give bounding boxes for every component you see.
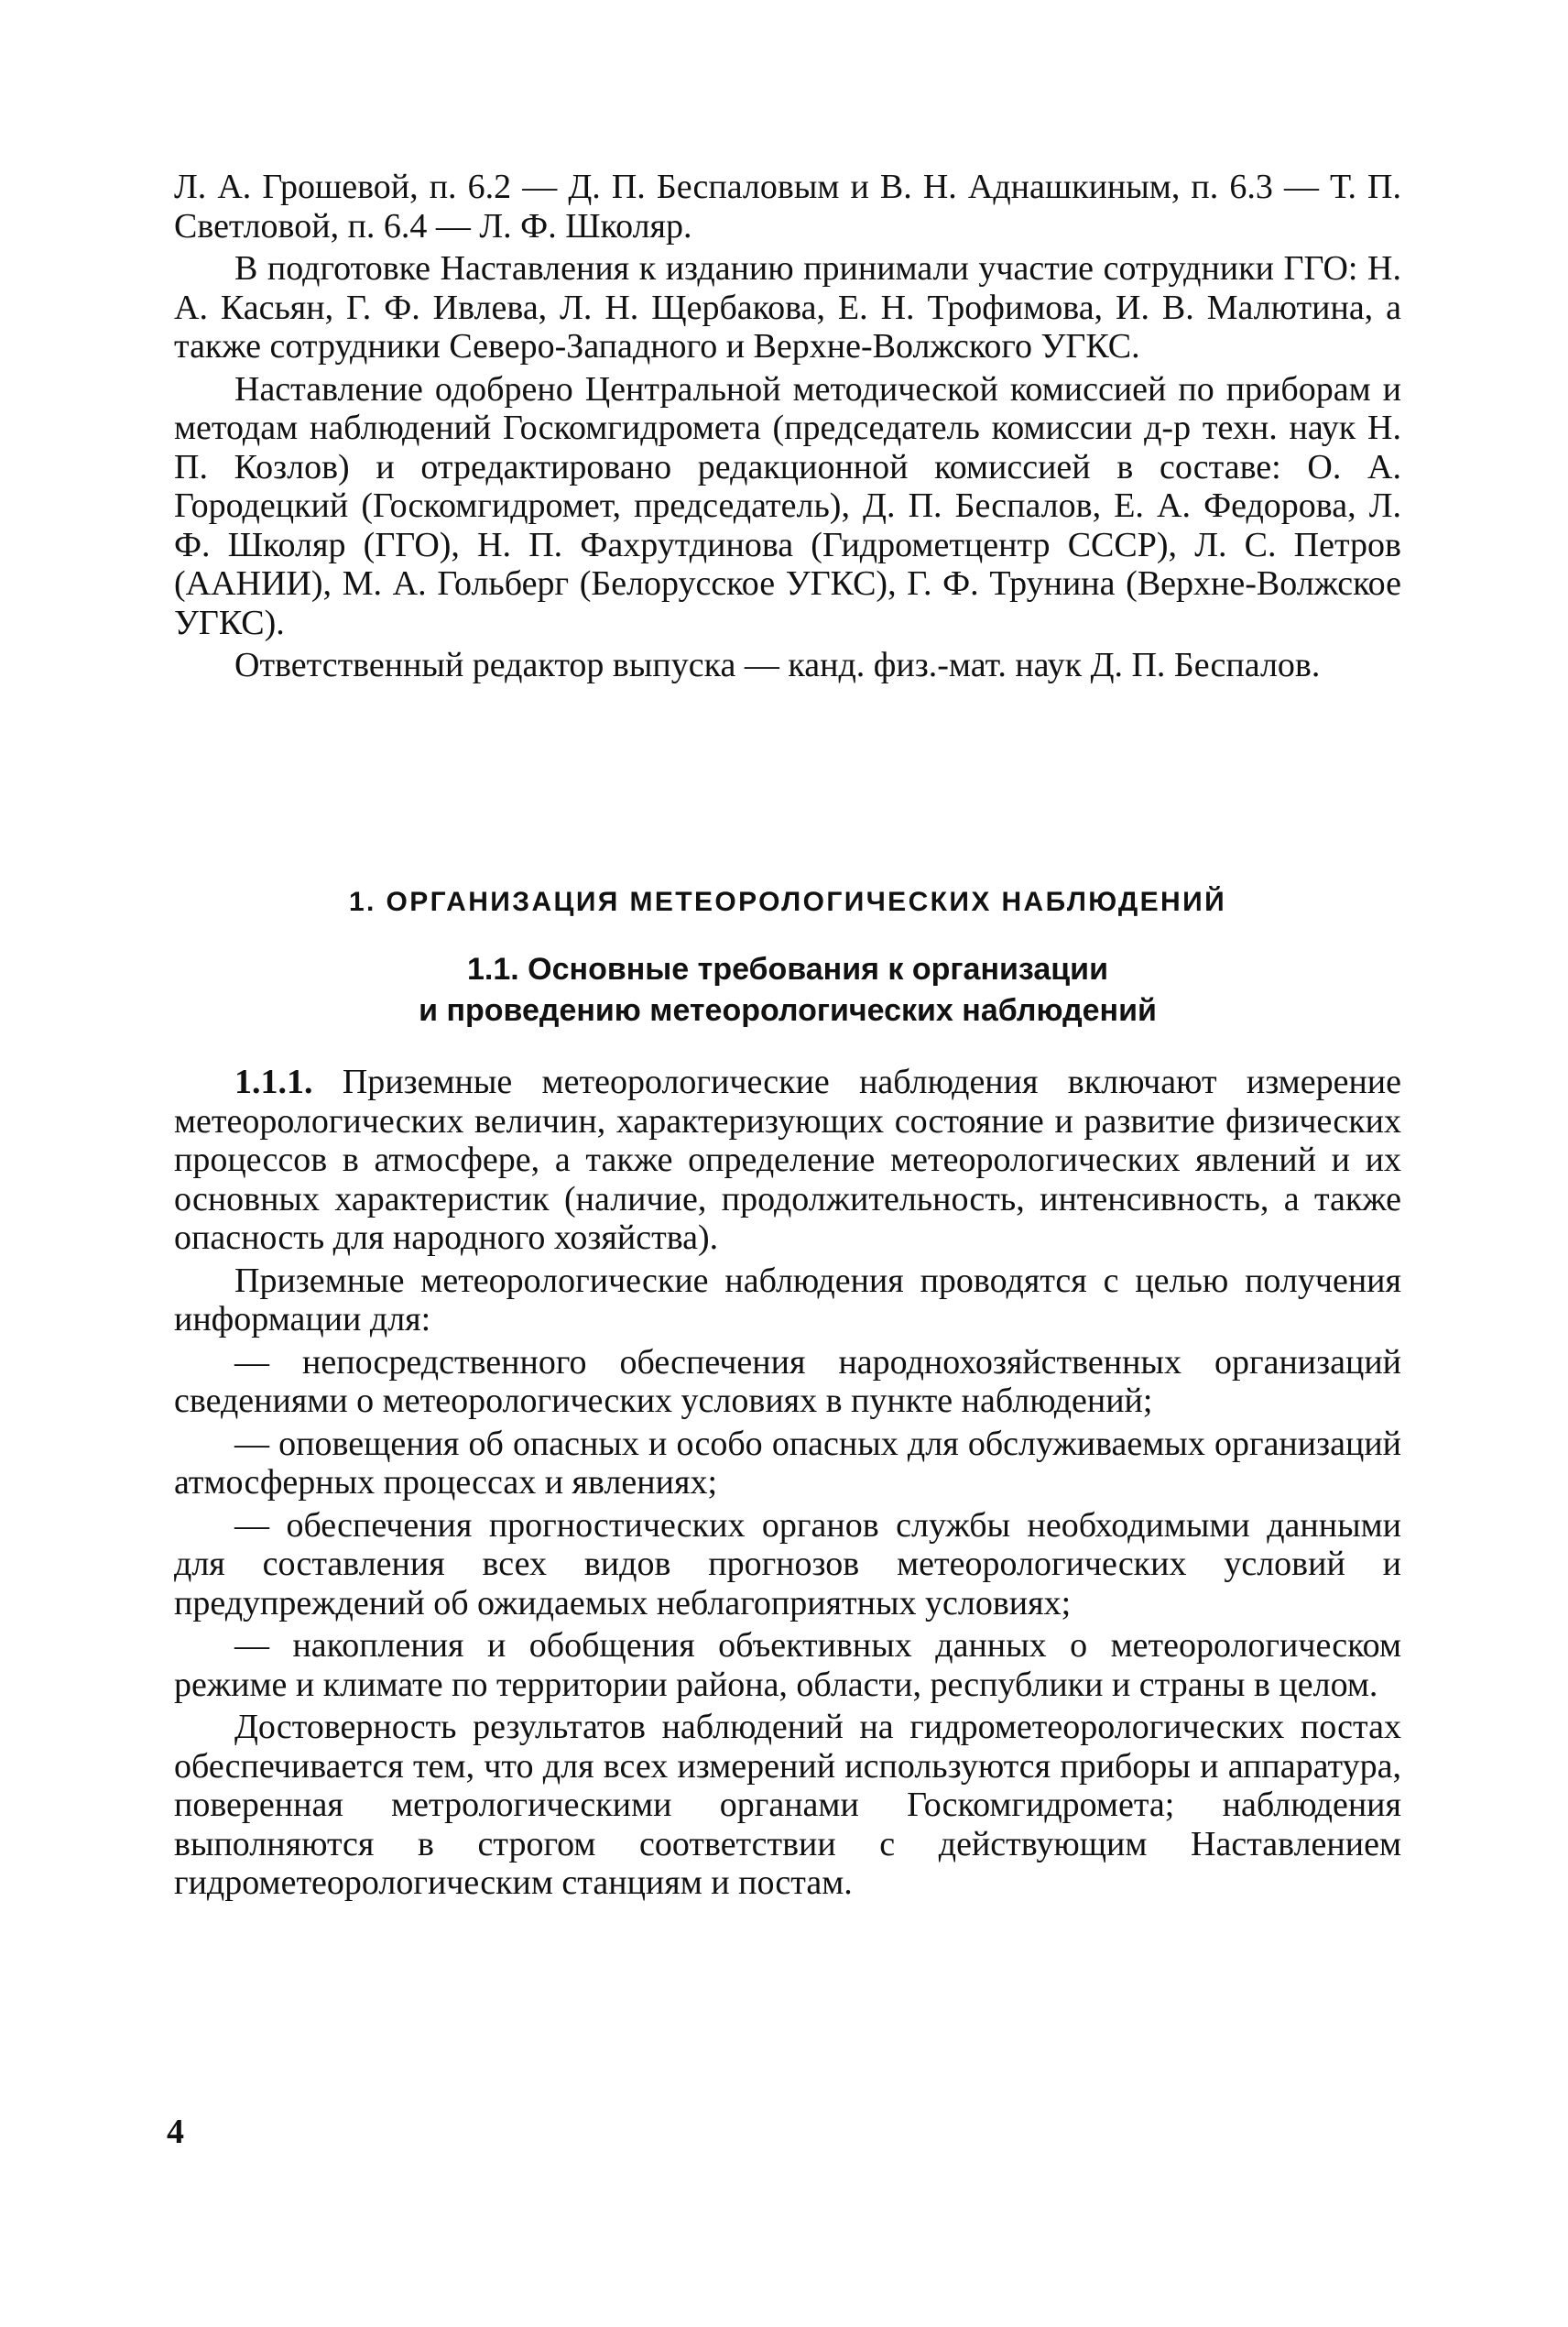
section-title-line-2: и проведению метеорологических наблюдений <box>419 993 1157 1028</box>
body-paragraph-3: Достоверность результатов наблюдений на гидрометеорологических постах обеспечивается тем, что для всех измерений используются приборы и аппаратура, поверенная метрологическими органами Госкомгидромета; наблюдения выполняются в строгом соответствии с действующим Наставлением гидрометеорологическим станциям и постам. <box>174 1708 1401 1902</box>
credits-paragraph-2: В подготовке Наставления к изданию принимали участие сотрудники ГГО: Н. А. Касьян, Г. Ф. Ивлева, Л. Н. Щербакова, Е. Н. Трофимова, И. В. Малютина, а также сотрудники Северо-Западного и Верхне-Волжского УГКС. <box>174 249 1401 366</box>
body-paragraph-1-text: Приземные метеорологические наблюдения включают измерение метеорологических величин, характеризующих состояние и развитие физических процессов в атмосфере, а также определение метеорологических явлений и их основных характеристик (наличие, продолжительность, интенсивность, а также опасность для народного хозяйства). <box>174 1063 1401 1257</box>
credits-section <box>174 168 1401 689</box>
chapter-title: 1. ОРГАНИЗАЦИЯ МЕТЕОРОЛОГИЧЕСКИХ НАБЛЮДЕНИЙ <box>348 887 1227 917</box>
credits-paragraph-1: Л. А. Грошевой, п. 6.2 — Д. П. Беспаловым и В. Н. Аднашкиным, п. 6.3 — Т. П. Светловой, п. 6.4 — Л. Ф. Школяр. <box>174 168 1401 246</box>
section-title-line-1: 1.1. Основные требования к организации <box>467 952 1108 987</box>
clause-number: 1.1.1. <box>234 1063 313 1101</box>
main-text-section <box>174 1063 1401 1906</box>
body-paragraph-2: Приземные метеорологические наблюдения проводятся с целью получения информации для: <box>174 1261 1401 1338</box>
list-item-1: — непосредственного обеспечения народнохозяйственных организаций сведениями о метеорологических условиях в пункте наблюдений; <box>174 1342 1401 1420</box>
list-item-2: — оповещения об опасных и особо опасных для обслуживаемых организаций атмосферных процессах и явлениях; <box>174 1424 1401 1502</box>
section-title <box>174 949 1401 1032</box>
list-item-4: — накопления и обобщения объективных данных о метеорологическом режиме и климате по территории района, области, республики и страны в целом. <box>174 1626 1401 1704</box>
body-paragraph-1 <box>174 1063 1401 1258</box>
credits-paragraph-3: Наставление одобрено Центральной методической комиссией по приборам и методам наблюдений Госкомгидромета (председатель комиссии д-р техн. наук Н. П. Козлов) и отредактировано редакционной комиссией в составе: О. А. Городецкий (Госкомгидромет, председатель), Д. П. Беспалов, Е. А. Федорова, Л. Ф. Школяр (ГГО), Н. П. Фахрутдинова (Гидрометцентр СССР), Л. С. Петров (ААНИИ), М. А. Гольберг (Белорусское УГКС), Г. Ф. Трунина (Верхне-Волжское УГКС). <box>174 369 1401 642</box>
page-number: 4 <box>167 2113 184 2151</box>
credits-paragraph-4: Ответственный редактор выпуска — канд. физ.-мат. наук Д. П. Беспалов. <box>234 646 1321 684</box>
list-item-3: — обеспечения прогностических органов службы необходимыми данными для составления всех видов прогнозов метеорологических условий и предупреждений об ожидаемых неблагоприятных условиях; <box>174 1505 1401 1622</box>
